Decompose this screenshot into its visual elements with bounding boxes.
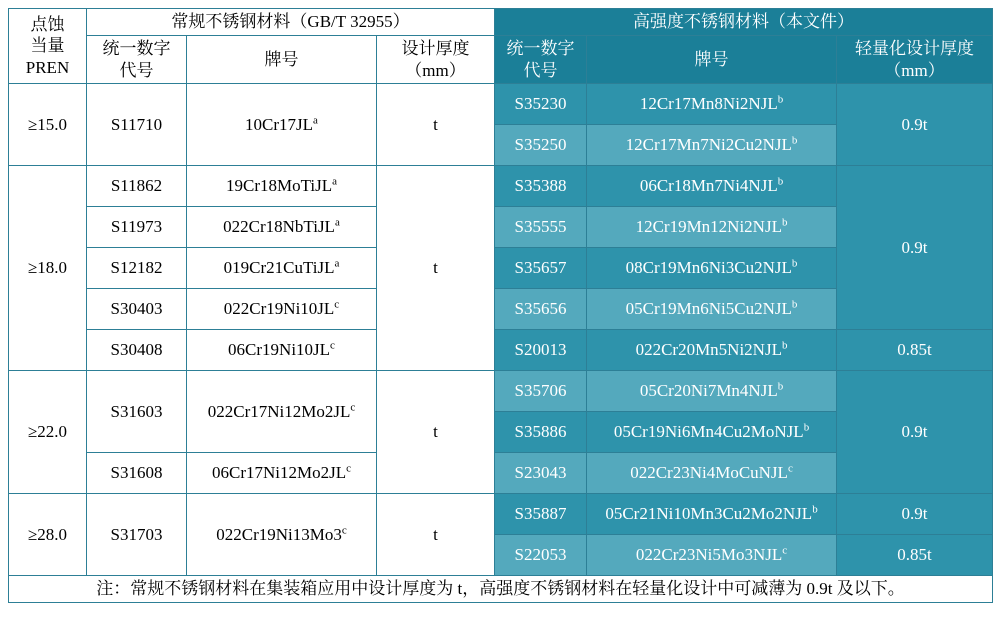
pren-value: ≥28.0 [9,494,87,576]
grade-superscript: b [791,134,798,147]
conventional-code: S12182 [87,248,187,289]
table-row [9,330,993,371]
grade-superscript: b [791,257,798,270]
table-header-row-2 [9,35,993,84]
high-strength-code: S22053 [495,535,587,576]
grade-superscript: c [334,298,340,311]
grade-superscript: a [334,257,340,270]
high-strength-code: S35555 [495,207,587,248]
high-strength-grade: 12Cr19Mn12Ni2NJL$^b$ [587,207,837,248]
table-note-row [9,576,993,603]
grade-superscript: c [782,544,788,557]
grade-superscript: b [777,175,784,188]
grade-superscript: a [313,114,318,127]
high-strength-grade: 022Cr23Ni5Mo3NJL$^c$ [587,535,837,576]
conventional-thickness: t [377,84,495,166]
conventional-grade: 022Cr19Ni13Mo3$^c$ [187,494,377,576]
high-strength-code: S35886 [495,412,587,453]
high-strength-code: S35388 [495,166,587,207]
grade-superscript: b [812,503,818,516]
table-note: 注：常规不锈钢材料在集装箱应用中设计厚度为 t，高强度不锈钢材料在轻量化设计中可减薄为 0.9t 及以下。 [9,576,993,603]
conventional-grade: 19Cr18MoTiJL$^a$ [187,166,377,207]
high-strength-grade: 12Cr17Mn7Ni2Cu2NJL$^b$ [587,125,837,166]
high-strength-grade: 05Cr19Mn6Ni5Cu2NJL$^b$ [587,289,837,330]
table-row [9,494,993,535]
conventional-grade: $022Cr19Ni10JL^c$ [187,289,377,330]
conventional-code: S31608 [87,453,187,494]
header-group-high-strength: 高强度不锈钢材料（本文件） [495,9,993,36]
grade-superscript: c [346,462,351,475]
high-strength-code: S35656 [495,289,587,330]
conventional-code: S30408 [87,330,187,371]
conventional-grade: $06Cr17Ni12Mo2JL^c$ [187,453,377,494]
conventional-code: S11710 [87,84,187,166]
grade-superscript: b [781,339,788,352]
conventional-grade: $10Cr17JL^a$ [187,84,377,166]
header-pren: 点蚀 当量 PREN [9,9,87,84]
high-strength-code: S23043 [495,453,587,494]
conventional-code: S11862 [87,166,187,207]
conventional-code: S11973 [87,207,187,248]
table-row [9,84,993,125]
high-strength-grade: 12Cr17Mn8Ni2NJL$^b$ [587,84,837,125]
table-row [9,371,993,412]
high-strength-thickness: 0.9t [837,84,993,166]
high-strength-code: S20013 [495,330,587,371]
grade-superscript: c [787,462,793,475]
conventional-grade: $06Cr19Ni10JL^c$ [187,330,377,371]
material-comparison-table [8,8,993,603]
pren-value: ≥18.0 [9,166,87,371]
conventional-thickness: t [377,494,495,576]
high-strength-code: S35657 [495,248,587,289]
pren-value: ≥15.0 [9,84,87,166]
high-strength-code: S35230 [495,84,587,125]
conventional-grade: 022Cr18NbTiJL$^a$ [187,207,377,248]
high-strength-grade: 06Cr18Mn7Ni4NJL$^b$ [587,166,837,207]
header-conventional-code: 统一数字 代号 [87,35,187,84]
document-page [0,8,1000,622]
header-high-strength-code: 统一数字 代号 [495,35,587,84]
high-strength-code: S35706 [495,371,587,412]
header-conventional-thickness: 设计厚度 （mm） [377,35,495,84]
grade-superscript: c [350,401,356,414]
conventional-grade: 019Cr21CuTiJL$^a$ [187,248,377,289]
high-strength-thickness: 0.9t [837,494,993,535]
table-header-row-1 [9,9,993,36]
header-high-strength-grade: 牌号 [587,35,837,84]
conventional-code: S31703 [87,494,187,576]
high-strength-thickness: 0.9t [837,371,993,494]
conventional-thickness: t [377,371,495,494]
high-strength-code: S35887 [495,494,587,535]
grade-superscript: b [777,93,784,106]
high-strength-grade: 05Cr20Ni7Mn4NJL$^b$ [587,371,837,412]
grade-superscript: c [341,524,347,537]
grade-superscript: b [803,421,810,434]
table-row [9,166,993,207]
pren-value: ≥22.0 [9,371,87,494]
conventional-thickness: t [377,166,495,371]
grade-superscript: b [791,298,798,311]
high-strength-grade: 05Cr19Ni6Mn4Cu2MoNJL$^b$ [587,412,837,453]
high-strength-thickness: 0.85t [837,330,993,371]
high-strength-code: S35250 [495,125,587,166]
high-strength-grade: 05Cr21Ni10Mn3Cu2Mo2NJL$^b$ [587,494,837,535]
conventional-code: S31603 [87,371,187,453]
grade-superscript: a [334,216,340,229]
grade-superscript: c [330,339,335,352]
high-strength-grade: 022Cr23Ni4MoCuNJL$^c$ [587,453,837,494]
header-group-conventional: 常规不锈钢材料（GB/T 32955） [87,9,495,36]
header-high-strength-thickness: 轻量化设计厚度 （mm） [837,35,993,84]
high-strength-thickness: 0.85t [837,535,993,576]
grade-superscript: b [781,216,788,229]
high-strength-thickness: 0.9t [837,166,993,330]
header-conventional-grade: 牌号 [187,35,377,84]
high-strength-grade: 022Cr20Mn5Ni2NJL$^b$ [587,330,837,371]
conventional-grade: $022Cr17Ni12Mo2JL^c$ [187,371,377,453]
conventional-code: S30403 [87,289,187,330]
high-strength-grade: 08Cr19Mn6Ni3Cu2NJL$^b$ [587,248,837,289]
grade-superscript: a [332,175,338,188]
grade-superscript: b [777,380,784,393]
